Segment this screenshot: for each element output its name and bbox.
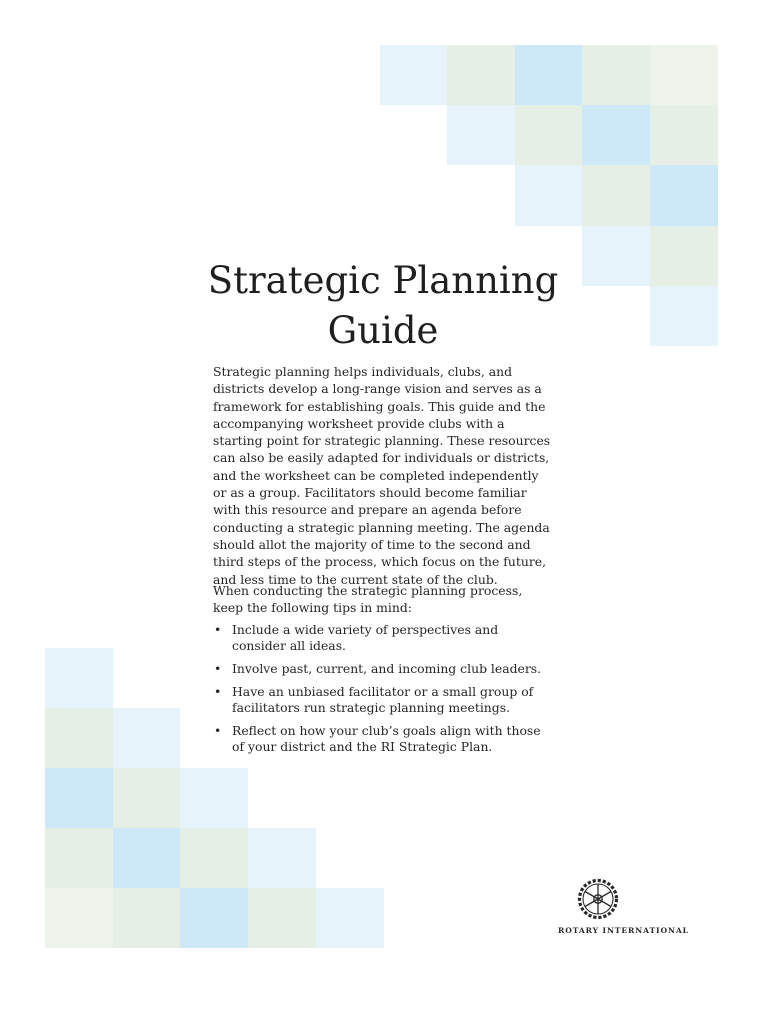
tile bbox=[45, 648, 113, 708]
tile bbox=[45, 828, 113, 888]
tips-list bbox=[213, 622, 543, 762]
list-item-text: Reflect on how your club’s goals align with those of your district and the RI Strategic Plan. bbox=[232, 723, 541, 754]
page-title-line-1: Strategic Planning bbox=[207, 259, 559, 302]
tile bbox=[180, 768, 248, 828]
list-item bbox=[213, 723, 543, 755]
tile bbox=[45, 708, 113, 768]
list-item-text: Include a wide variety of perspectives and consider all ideas. bbox=[232, 622, 499, 653]
tile bbox=[650, 105, 718, 165]
list-item-text: Involve past, current, and incoming club leaders. bbox=[232, 661, 542, 676]
bullet-icon: • bbox=[214, 661, 222, 676]
tips-lead-paragraph: When conducting the strategic planning process, keep the following tips in mind: bbox=[213, 583, 523, 615]
tile bbox=[113, 828, 180, 888]
tile bbox=[582, 105, 650, 165]
tile bbox=[113, 768, 180, 828]
bullet-icon: • bbox=[214, 684, 222, 699]
tile bbox=[515, 165, 582, 226]
rotary-logo bbox=[555, 878, 695, 938]
tile bbox=[380, 45, 447, 105]
tile bbox=[650, 45, 718, 105]
bullet-icon: • bbox=[214, 723, 222, 738]
list-item bbox=[213, 622, 543, 654]
list-item-text: Have an unbiased facilitator or a small group of facilitators run strategic planning meetings. bbox=[232, 684, 534, 715]
rotary-wheel-icon bbox=[577, 878, 619, 920]
tile bbox=[447, 105, 515, 165]
intro-paragraph: Strategic planning helps individuals, clubs, and districts develop a long-range vision and serves as a framework for establishing goals. This guide and the accompanying worksheet provide clubs with a starting point for strategic planning. These resources can also be easily adapted for individuals or districts, and the worksheet can be completed independently or as a group. Facilitators should become familiar with this resource and prepare an agenda before conducting a strategic planning meeting. The agenda should allot the majority of time to the second and third steps of the process, which focus on the future, and less time to the current state of the club. bbox=[213, 364, 551, 587]
list-item bbox=[213, 684, 543, 716]
page-title bbox=[200, 256, 566, 356]
bullet-icon: • bbox=[214, 622, 222, 637]
tile bbox=[316, 888, 384, 948]
tile bbox=[582, 165, 650, 226]
tile bbox=[113, 888, 180, 948]
tile bbox=[45, 888, 113, 948]
tile bbox=[113, 708, 180, 768]
tile bbox=[45, 768, 113, 828]
tile bbox=[180, 888, 248, 948]
tile bbox=[650, 165, 718, 226]
tile bbox=[582, 226, 650, 286]
tile bbox=[582, 45, 650, 105]
tile bbox=[447, 45, 515, 105]
logo-wordmark: ROTARY INTERNATIONAL bbox=[558, 926, 689, 935]
page-title-line-2: Guide bbox=[327, 309, 439, 352]
tile bbox=[180, 828, 248, 888]
tile bbox=[515, 45, 582, 105]
tile bbox=[650, 286, 718, 346]
tile bbox=[650, 226, 718, 286]
tile bbox=[515, 105, 582, 165]
tile bbox=[248, 828, 316, 888]
tile bbox=[248, 888, 316, 948]
list-item bbox=[213, 661, 543, 677]
